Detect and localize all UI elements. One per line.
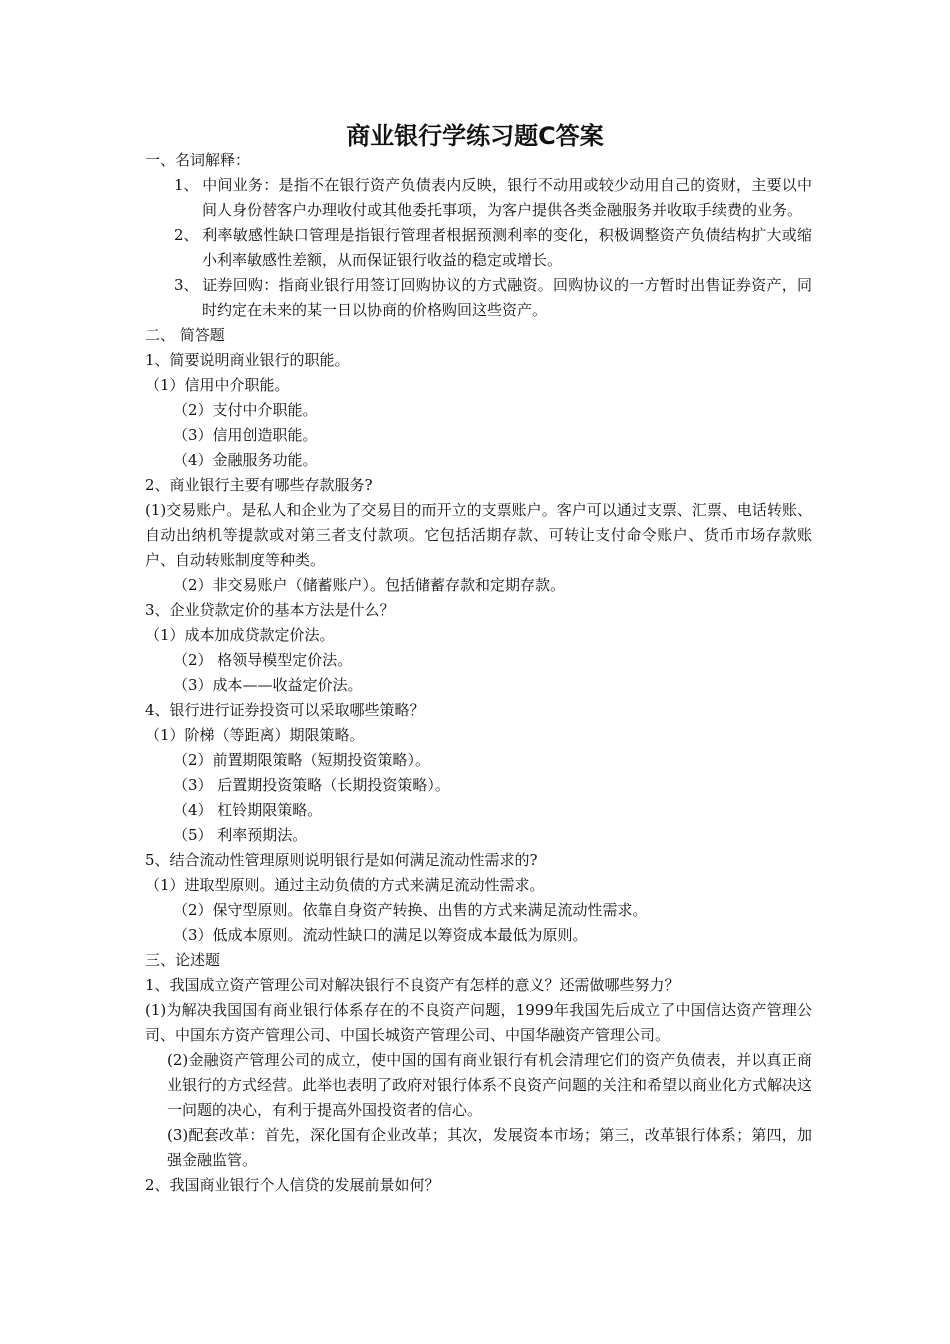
answer-line: （3）低成本原则。流动性缺口的满足以筹资成本最低为原则。 — [173, 926, 588, 944]
answer-line: （3）成本——收益定价法。 — [173, 676, 363, 694]
answer-line: （5） 利率预期法。 — [173, 826, 308, 844]
question: 4、银行进行证券投资可以采取哪些策略？ — [145, 701, 425, 719]
question: 2、商业银行主要有哪些存款服务? — [145, 476, 373, 494]
term-item: 1、 中间业务：是指不在银行资产负债表内反映，银行不动用或较少动用自己的资财，主要以中间人身份替客户办理收付或其他委托事项，为客户提供各类金融服务并收取手续费的业务。 — [174, 176, 812, 219]
answer-line: （4） 杠铃期限策略。 — [173, 801, 323, 819]
answer-line: （2） 格领导模型定价法。 — [173, 651, 353, 669]
term-item: 2、 利率敏感性缺口管理是指银行管理者根据预测利率的变化，积极调整资产负债结构扩大或缩小利率敏感性差额，从而保证银行收益的稳定或增长。 — [174, 226, 812, 269]
answer-line: （1）阶梯（等距离）期限策略。 — [145, 726, 365, 744]
section-heading: 二、 简答题 — [145, 326, 225, 344]
page-title: 商业银行学练习题C答案 — [346, 122, 604, 150]
answer-line: （2）前置期限策略（短期投资策略）。 — [173, 751, 431, 769]
section-heading: 三、论述题 — [145, 951, 221, 969]
answer-paragraph: (3)配套改革：首先，深化国有企业改革；其次，发展资本市场；第三，改革银行体系；第四，加强金融监管。 — [167, 1126, 812, 1169]
answer-line: （1）信用中介职能。 — [145, 376, 290, 394]
document-body — [145, 148, 812, 1198]
answer-line: (1)交易账户。是私人和企业为了交易目的而开立的支票账户。客户可以通过支票、汇票、电话转账、自动出纳机等提款或对第三者支付款项。它包括活期存款、可转让支付命令账户、货币市场存款账户、自动转账制度等种类。 — [145, 501, 812, 569]
section-heading: 一、名词解释： — [145, 151, 251, 169]
answer-line: （2）支付中介职能。 — [173, 401, 318, 419]
answer-paragraph: (2)金融资产管理公司的成立，使中国的国有商业银行有机会清理它们的资产负债表，并以真正商业银行的方式经营。此举也表明了政府对银行体系不良资产问题的关注和希望以商业化方式解决这一问题的决心，有利于提高外国投资者的信心。 — [167, 1051, 813, 1119]
answer-line: （2）保守型原则。依靠自身资产转换、出售的方式来满足流动性需求。 — [173, 901, 648, 919]
answer-line: （2）非交易账户（储蓄账户）。包括储蓄存款和定期存款。 — [173, 576, 566, 594]
question: 1、简要说明商业银行的职能。 — [145, 351, 350, 369]
answer-line: （3）信用创造职能。 — [173, 426, 318, 444]
answer-line: （4）金融服务功能。 — [173, 451, 318, 469]
answer-line: （1）进取型原则。通过主动负债的方式来满足流动性需求。 — [145, 876, 545, 894]
answer-line: （1）成本加成贷款定价法。 — [145, 626, 335, 644]
term-item: 3、 证券回购：指商业银行用签订回购协议的方式融资。回购协议的一方暂时出售证券资产，同时约定在未来的某一日以协商的价格购回这些资产。 — [174, 276, 812, 319]
question: 1、我国成立资产管理公司对解决银行不良资产有怎样的意义？还需做哪些努力？ — [145, 976, 680, 994]
question: 3、企业贷款定价的基本方法是什么？ — [145, 601, 395, 619]
question: 5、结合流动性管理原则说明银行是如何满足流动性需求的? — [145, 851, 538, 869]
answer-paragraph: (1)为解决我国国有商业银行体系存在的不良资产问题，1999年我国先后成立了中国信达资产管理公司、中国东方资产管理公司、中国长城资产管理公司、中国华融资产管理公司。 — [145, 1001, 812, 1044]
question: 2、我国商业银行个人信贷的发展前景如何？ — [145, 1176, 440, 1194]
answer-line: （3） 后置期投资策略（长期投资策略）。 — [173, 776, 450, 794]
